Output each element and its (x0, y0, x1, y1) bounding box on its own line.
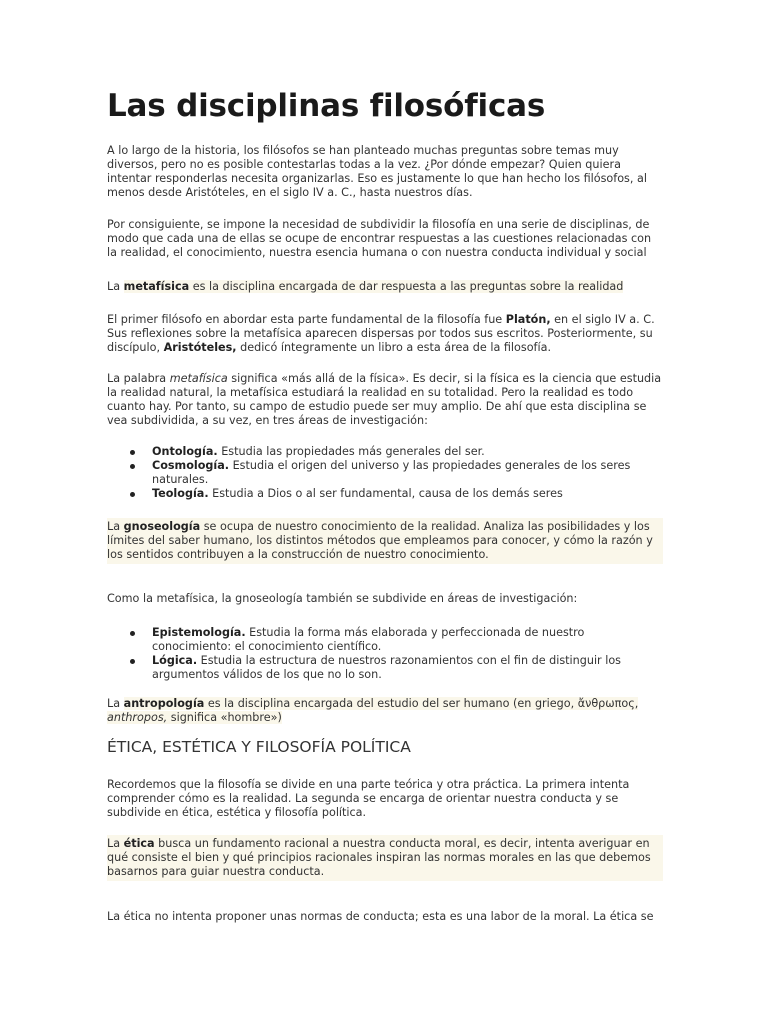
section-heading: ÉTICA, ESTÉTICA Y FILOSOFÍA POLÍTICA (107, 738, 411, 756)
palabra-italic: metafísica (169, 372, 228, 385)
etica-paragraph-2: La ética no intenta proponer unas normas de conducta; esta es una labor de la moral. La ética se (107, 910, 654, 923)
antropologia-post: es la disciplina encargada del estudio del ser humano (en griego, ἄνθρωπος, (204, 697, 639, 710)
platon-text-1: El primer filósofo en abordar esta parte fundamental de la filosofía fue (107, 313, 506, 326)
antropologia-end: significa «hombre») (167, 711, 282, 724)
metafisica-list (107, 445, 663, 501)
intro-paragraph-2: Por consiguiente, se impone la necesidad de subdividir la filosofía en una serie de disciplinas, de modo que cada una de ellas se ocupe de encontrar respuestas a las cuestiones relacionadas con la realidad, el conocimiento, nuestra esencia humana o con nuestra conducta individual y social (107, 218, 652, 259)
gnoseologia-pre: La (107, 520, 124, 533)
list-item-desc: Estudia las propiedades más generales del ser. (217, 445, 485, 458)
etica-post: busca un fundamento racional a nuestra conducta moral, es decir, intenta averiguar en qué consiste el bien y qué principios racionales inspiran las normas morales en las que debemos basarnos para guiar nuestra conducta. (107, 837, 651, 878)
list-item-desc: Estudia el origen del universo y las propiedades generales de los seres naturales. (152, 459, 631, 486)
platon-text-2: en el siglo IV a. C. Sus reflexiones sobre la metafísica aparecen dispersas por todos sus escritos. Posteriormente, su discípulo, (107, 313, 655, 354)
list-item-desc: Estudia la estructura de nuestros razonamientos con el fin de distinguir los argumentos válidos de los que no lo son. (152, 654, 621, 681)
list-item-term: Teología. (152, 487, 209, 500)
list-item-desc: Estudia la forma más elaborada y perfeccionada de nuestro conocimiento: el conocimiento científico. (152, 626, 585, 653)
metafisica-highlight (124, 280, 624, 293)
intro-paragraph-1: A lo largo de la historia, los filósofos se han planteado muchas preguntas sobre temas muy diversos, pero no es posible contestarlas todas a la vez. ¿Por dónde empezar? Quien quiera intentar responderlas necesita organizarlas. Eso es justamente lo que han hecho los filósofos, al menos desde Aristóteles, en el siglo IV a. C., hasta nuestros días. (107, 144, 647, 199)
antropologia-pre: La (107, 697, 124, 710)
etica-paragraph (107, 835, 663, 881)
metafisica-pre: La (107, 280, 124, 293)
list-item (152, 487, 663, 501)
como-paragraph: Como la metafísica, la gnoseología también se subdivide en áreas de investigación: (107, 592, 578, 605)
palabra-text-1: La palabra (107, 372, 170, 385)
recordemos-paragraph: Recordemos que la filosofía se divide en una parte teórica y otra práctica. La primera intenta comprender cómo es la realidad. La segunda se encarga de orientar nuestra conducta y se subdivide en ética, estética y filosofía política. (107, 778, 630, 819)
metafisica-post: es la disciplina encargada de dar respuesta a las preguntas sobre la realidad (189, 280, 624, 293)
platon-paragraph (107, 313, 663, 355)
page-title: Las disciplinas filosóficas (107, 88, 546, 124)
gnoseologia-term: gnoseología (123, 520, 201, 533)
antropologia-term: antropología (123, 697, 205, 710)
list-item-term: Lógica. (152, 654, 198, 667)
platon-text-3: dedicó íntegramente un libro a esta área de la filosofía. (236, 341, 551, 354)
gnoseologia-paragraph (107, 518, 663, 564)
list-item-term: Cosmología. (152, 459, 230, 472)
list-item-desc: Estudia a Dios o al ser fundamental, causa de los demás seres (208, 487, 563, 500)
etica-term: ética (123, 837, 155, 850)
antropologia-paragraph (107, 697, 663, 725)
palabra-text-2: significa «más allá de la física». Es decir, si la física es la ciencia que estudia la realidad natural, la metafísica estudiará la realidad en su totalidad. Pero la realidad es todo cuanto hay. Por tanto, su campo de estudio puede ser muy amplio. De ahí que esta disciplina se vea subdividida, a su vez, en tres áreas de investigación: (107, 372, 662, 427)
antropologia-highlight (107, 697, 638, 724)
etica-pre: La (107, 837, 124, 850)
aristoteles-name: Aristóteles, (163, 341, 237, 354)
gnoseologia-post: se ocupa de nuestro conocimiento de la realidad. Analiza las posibilidades y los límites del saber humano, los distintos métodos que empleamos para conocer, y cómo la razón y los sentidos contribuyen a la construcción de nuestro conocimiento. (107, 520, 653, 561)
list-item (152, 654, 663, 682)
metafisica-paragraph (107, 280, 663, 294)
metafisica-term: metafísica (123, 280, 190, 293)
antropologia-italic: anthropos, (107, 711, 168, 724)
platon-name: Platón, (505, 313, 551, 326)
list-item-term: Epistemología. (152, 626, 246, 639)
palabra-paragraph (107, 372, 663, 428)
gnoseologia-list (107, 626, 663, 682)
list-item (152, 445, 663, 459)
list-item (152, 626, 663, 654)
list-item-term: Ontología. (152, 445, 218, 458)
list-item (152, 459, 663, 487)
